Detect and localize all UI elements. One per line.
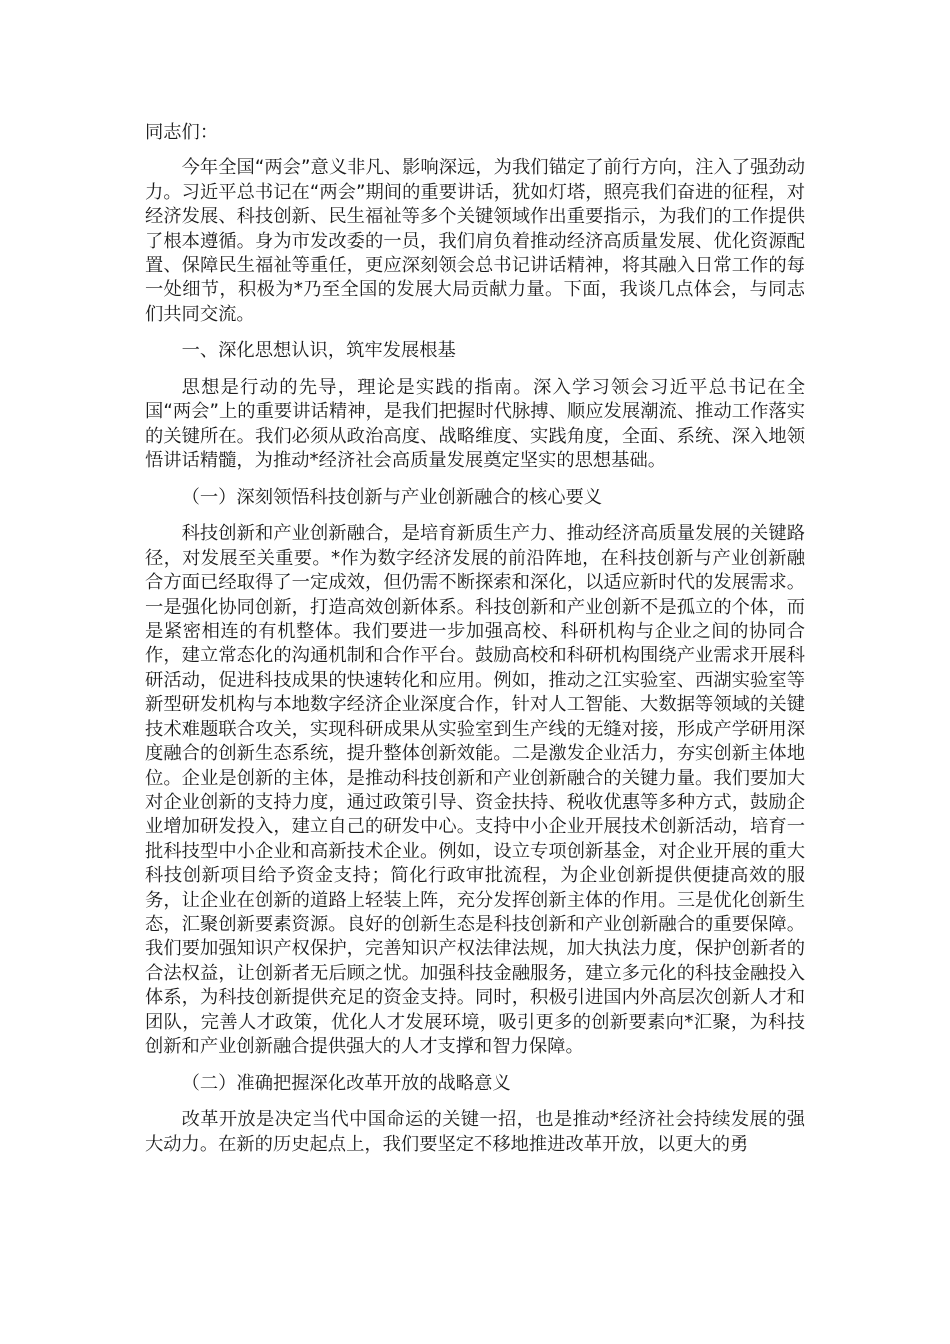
subsection-heading-2: （二）准确把握深化改革开放的战略意义 — [181, 1072, 511, 1094]
salutation: 同志们： — [145, 122, 219, 143]
document-body — [145, 121, 805, 1169]
section-heading-1: 一、深化思想认识，筑牢发展根基 — [181, 340, 456, 362]
subsection-1-paragraph: 科技创新和产业创新融合，是培育新质生产力、推动经济高质量发展的关键路径，对发展至关重要。*作为数字经济发展的前沿阵地，在科技创新与产业创新融合方面已经取得了一定成效，但仍需不断探索和深化，以适应新时代的发展需求。一是强化协同创新，打造高效创新体系。科技创新和产业创新不是孤立的个体，而是紧密相连的有机整体。我们要进一步加强高校、科研机构与企业之间的协同合作，建立常态化的沟通机制和合作平台。鼓励高校和科研机构围绕产业需求开展科研活动，促进科技成果的快速转化和应用。例如，推动之江实验室、西湖实验室等新型研发机构与本地数字经济企业深度合作，针对人工智能、大数据等领域的关键技术难题联合攻关，实现科研成果从实验室到生产线的无缝对接，形成产学研用深度融合的创新生态系统，提升整体创新效能。二是激发企业活力，夯实创新主体地位。企业是创新的主体，是推动科技创新和产业创新融合的关键力量。我们要加大对企业创新的支持力度，通过政策引导、资金扶持、税收优惠等多种方式，鼓励企业增加研发投入，建立自己的研发中心。支持中小企业开展技术创新活动，培育一批科技型中小企业和高新技术企业。例如，设立专项创新基金，对企业开展的重大科技创新项目给予资金支持；简化行政审批流程，为企业创新提供便捷高效的服务，让企业在创新的道路上轻装上阵，充分发挥创新主体的作用。三是优化创新生态，汇聚创新要素资源。良好的创新生态是科技创新和产业创新融合的重要保障。我们要加强知识产权保护，完善知识产权法律法规，加大执法力度，保护创新者的合法权益，让创新者无后顾之忧。加强科技金融服务，建立多元化的科技金融投入体系，为科技创新提供充足的资金支持。同时，积极引进国内外高层次创新人才和团队，完善人才政策，优化人才发展环境，吸引更多的创新要素向*汇聚，为科技创新和产业创新融合提供强大的人才支撑和智力保障。 — [145, 523, 805, 1057]
subsection-2-paragraph: 改革开放是决定当代中国命运的关键一招，也是推动*经济社会持续发展的强大动力。在新的历史起点上，我们要坚定不移地推进改革开放，以更大的勇 — [145, 1109, 805, 1155]
section-1-paragraph: 思想是行动的先导，理论是实践的指南。深入学习领会习近平总书记在全国“两会”上的重要讲话精神，是我们把握时代脉搏、顺应发展潮流、推动工作落实的关键所在。我们必须从政治高度、战略维度、实践角度，全面、系统、深入地领悟讲话精髓，为推动*经济社会高质量发展奠定坚实的思想基础。 — [145, 377, 805, 472]
subsection-heading-1: （一）深刻领悟科技创新与产业创新融合的核心要义 — [181, 486, 603, 508]
intro-paragraph: 今年全国“两会”意义非凡、影响深远，为我们锚定了前行方向，注入了强劲动力。习近平总书记在“两会”期间的重要讲话，犹如灯塔，照亮我们奋进的征程，对经济发展、科技创新、民生福祉等多个关键领域作出重要指示，为我们的工作提供了根本遵循。身为市发改委的一员，我们肩负着推动经济高质量发展、优化资源配置、保障民生福祉等重任，更应深刻领会总书记讲话精神，将其融入日常工作的每一处细节，积极为*乃至全国的发展大局贡献力量。下面，我谈几点体会，与同志们共同交流。 — [145, 157, 805, 325]
